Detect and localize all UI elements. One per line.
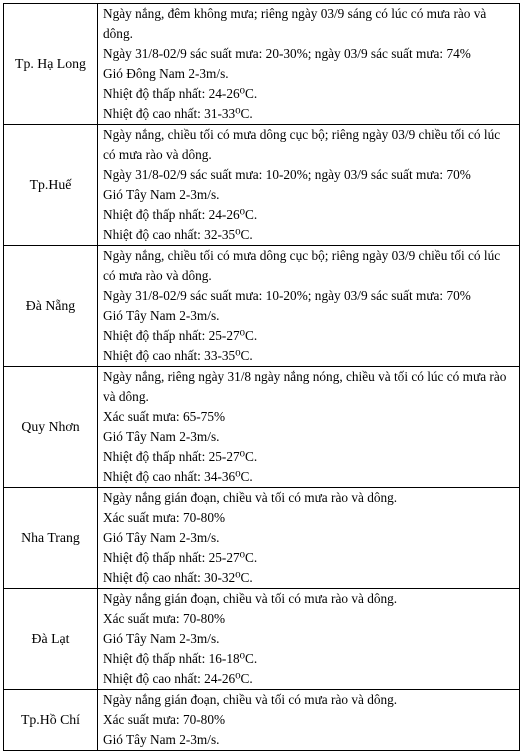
forecast-line: Nhiệt độ cao nhất: 32-35⁰C.: [103, 227, 253, 242]
table-row: [4, 367, 520, 488]
forecast-line: Ngày nắng, riêng ngày 31/8 ngày nắng nóng, chiều và tối có lúc có mưa rào và dông.: [103, 369, 507, 404]
forecast-line: Gió Tây Nam 2-3m/s.: [103, 187, 220, 202]
forecast-line: Nhiệt độ thấp nhất: 25-27⁰C.: [103, 550, 258, 565]
table-row: [4, 488, 520, 589]
forecast-line: Gió Đông Nam 2-3m/s.: [103, 66, 229, 81]
forecast-line: Gió Tây Nam 2-3m/s.: [103, 429, 220, 444]
forecast-line: Gió Tây Nam 2-3m/s.: [103, 631, 220, 646]
forecast-line: Nhiệt độ cao nhất: 34-36⁰C.: [103, 469, 253, 484]
table-row: [4, 246, 520, 367]
forecast-line: Gió Tây Nam 2-3m/s.: [103, 308, 220, 323]
forecast-line: Ngày nắng, đêm không mưa; riêng ngày 03/9 sáng có lúc có mưa rào và dông.: [103, 6, 487, 41]
forecast-cell: [98, 367, 520, 488]
forecast-line: Nhiệt độ cao nhất: 33-35⁰C.: [103, 348, 253, 363]
forecast-cell: [98, 589, 520, 690]
forecast-line: Xác suất mưa: 70-80%: [103, 510, 226, 525]
forecast-cell: [98, 488, 520, 589]
table-row: [4, 690, 520, 751]
city-cell: Đà Nẵng: [4, 246, 98, 367]
forecast-line: Nhiệt độ cao nhất: 30-32⁰C.: [103, 570, 253, 585]
forecast-line: Nhiệt độ thấp nhất: 25-27⁰C.: [103, 449, 258, 464]
forecast-line: Xác suất mưa: 65-75%: [103, 409, 226, 424]
forecast-cell: [98, 246, 520, 367]
city-cell: Tp. Hạ Long: [4, 4, 98, 125]
city-cell: Nha Trang: [4, 488, 98, 589]
forecast-cell: [98, 125, 520, 246]
forecast-line: Ngày nắng gián đoạn, chiều và tối có mưa rào và dông.: [103, 591, 398, 606]
forecast-line: Ngày nắng gián đoạn, chiều và tối có mưa rào và dông.: [103, 490, 398, 505]
forecast-cell: [98, 690, 520, 751]
forecast-line: Gió Tây Nam 2-3m/s.: [103, 732, 220, 747]
city-cell: Tp.Hồ Chí: [4, 690, 98, 751]
forecast-line: Ngày nắng, chiều tối có mưa dông cục bộ; riêng ngày 03/9 chiều tối có lúc có mưa rào và dông.: [103, 127, 501, 162]
table-row: [4, 4, 520, 125]
table-row: [4, 589, 520, 690]
forecast-line: Ngày nắng gián đoạn, chiều và tối có mưa rào và dông.: [103, 692, 398, 707]
forecast-line: Nhiệt độ thấp nhất: 16-18⁰C.: [103, 651, 258, 666]
table-row: [4, 125, 520, 246]
city-cell: Đà Lạt: [4, 589, 98, 690]
forecast-line: Nhiệt độ thấp nhất: 25-27⁰C.: [103, 328, 258, 343]
forecast-line: Gió Tây Nam 2-3m/s.: [103, 530, 220, 545]
forecast-line: Nhiệt độ thấp nhất: 24-26⁰C.: [103, 86, 258, 101]
forecast-line: Ngày 31/8-02/9 sác suất mưa: 10-20%; ngày 03/9 sác suất mưa: 70%: [103, 167, 471, 182]
forecast-line: Ngày 31/8-02/9 sác suất mưa: 10-20%; ngày 03/9 sác suất mưa: 70%: [103, 288, 471, 303]
forecast-line: Nhiệt độ thấp nhất: 24-26⁰C.: [103, 207, 258, 222]
forecast-line: Xác suất mưa: 70-80%: [103, 611, 226, 626]
forecast-line: Ngày nắng, chiều tối có mưa dông cục bộ; riêng ngày 03/9 chiều tối có lúc có mưa rào và dông.: [103, 248, 501, 283]
city-cell: Tp.Huế: [4, 125, 98, 246]
city-cell: Quy Nhơn: [4, 367, 98, 488]
forecast-line: Xác suất mưa: 70-80%: [103, 712, 226, 727]
weather-forecast-table: [3, 3, 520, 751]
forecast-cell: [98, 4, 520, 125]
forecast-line: Nhiệt độ cao nhất: 31-33⁰C.: [103, 106, 253, 121]
forecast-line: Nhiệt độ cao nhất: 24-26⁰C.: [103, 671, 253, 686]
forecast-line: Ngày 31/8-02/9 sác suất mưa: 20-30%; ngày 03/9 sác suất mưa: 74%: [103, 46, 471, 61]
